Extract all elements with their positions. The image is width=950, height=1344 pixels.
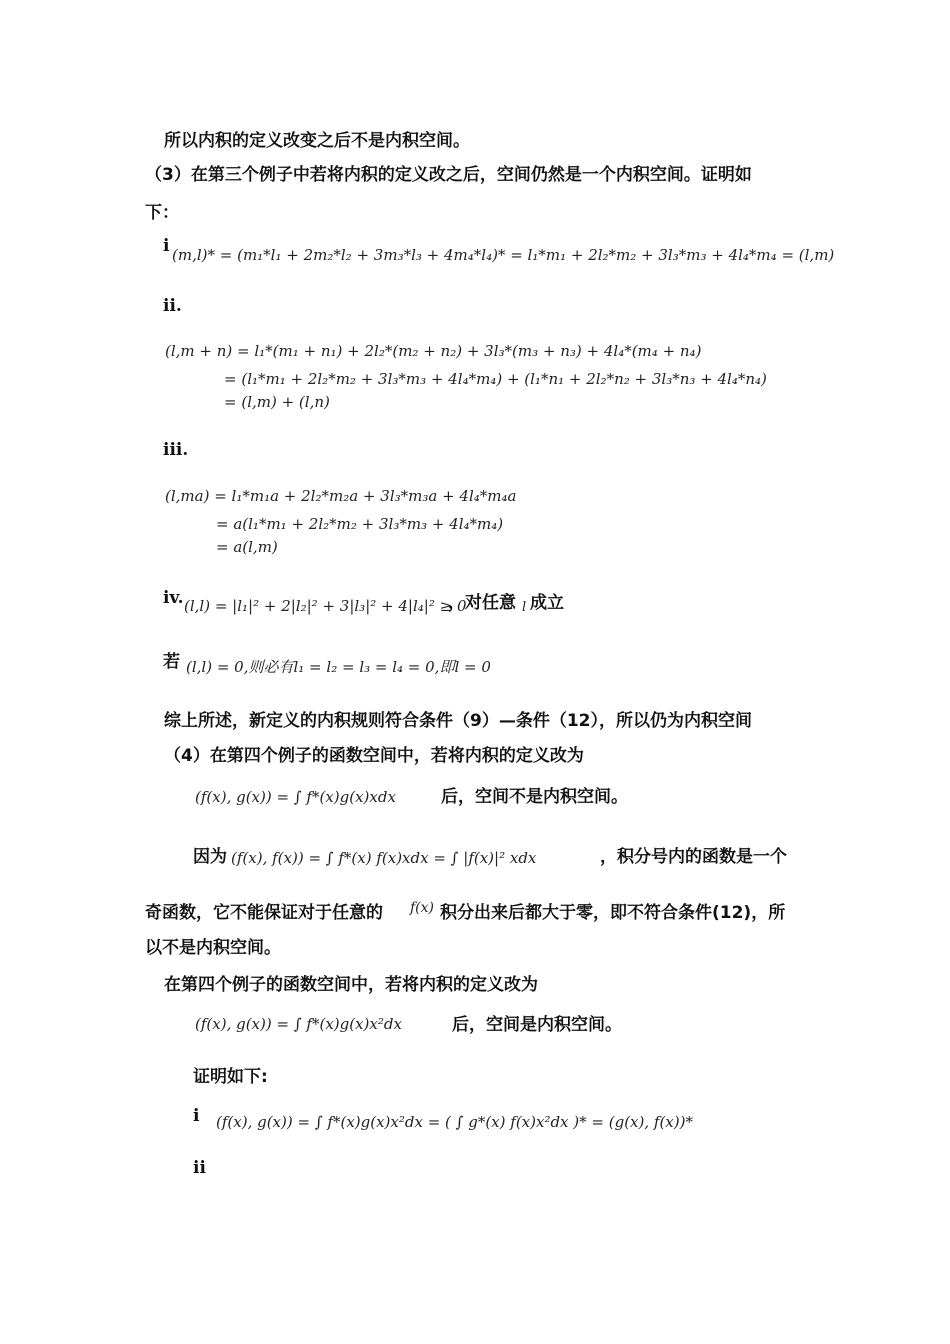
- equation-fx: f(x): [410, 900, 435, 916]
- text-line: 证明如下:: [193, 1067, 268, 1087]
- text-line: 下：: [145, 203, 179, 223]
- equation-inner-product-x2: (f(x), g(x)) = ∫ f*(x)g(x)x²dx: [195, 1015, 402, 1033]
- proof-label-ii: ii.: [163, 296, 182, 316]
- equation-positivity: (l,l) = |l₁|² + 2|l₂|² + 3|l₃|² + 4|l₄|² ≥ 0: [184, 597, 467, 615]
- text-line: （3）在第三个例子中若将内积的定义改之后，空间仍然是一个内积空间。证明如: [145, 165, 752, 185]
- proof-label-iv: iv.: [163, 588, 184, 608]
- text-fragment: 因为: [193, 847, 227, 867]
- text-fragment: 积分出来后都大于零，即不符合条件(12)，所: [440, 903, 786, 923]
- equation-variable: l: [522, 600, 527, 615]
- text-fragment: 成立: [530, 593, 564, 613]
- equation-homogeneity-3: = a(l,m): [216, 538, 278, 556]
- proof-label-iii: iii.: [163, 440, 189, 460]
- proof-label-ii-2: ii: [193, 1158, 206, 1178]
- text-fragment: ，对任意: [448, 593, 516, 613]
- text-line: 所以内积的定义改变之后不是内积空间。: [164, 131, 470, 151]
- equation-homogeneity-2: = a(l₁*m₁ + 2l₂*m₂ + 3l₃*m₃ + 4l₄*m₄): [216, 515, 504, 533]
- proof-label-i: i: [163, 236, 170, 256]
- equation-inner-product-x: (f(x), g(x)) = ∫ f*(x)g(x)xdx: [195, 788, 396, 806]
- equation-zero-condition: (l,l) = 0,则必有l₁ = l₂ = l₃ = l₄ = 0,即l = 0: [186, 658, 491, 676]
- text-line: 在第四个例子的函数空间中，若将内积的定义改为: [164, 975, 538, 995]
- text-line: 综上所述，新定义的内积规则符合条件（9）—条件（12），所以仍为内积空间: [164, 711, 752, 731]
- text-fragment: 若: [163, 652, 180, 672]
- equation-additivity-2: = (l₁*m₁ + 2l₂*m₂ + 3l₃*m₃ + 4l₄*m₄) + (l₁*n₁ + 2l₂*n₂ + 3l₃*n₃ + 4l₄*n₄): [224, 370, 767, 388]
- equation-homogeneity-1: (l,ma) = l₁*m₁a + 2l₂*m₂a + 3l₃*m₃a + 4l₄*m₄a: [165, 487, 517, 505]
- text-fragment: 奇函数，它不能保证对于任意的: [145, 903, 383, 923]
- equation-hermitian-2: (f(x), g(x)) = ∫ f*(x)g(x)x²dx = ( ∫ g*(x) f(x)x²dx )* = (g(x), f(x))*: [216, 1113, 693, 1131]
- proof-label-i-2: i: [193, 1106, 200, 1126]
- text-line: （4）在第四个例子的函数空间中，若将内积的定义改为: [164, 746, 584, 766]
- equation-additivity-1: (l,m + n) = l₁*(m₁ + n₁) + 2l₂*(m₂ + n₂) + 3l₃*(m₃ + n₃) + 4l₄*(m₄ + n₄): [165, 342, 702, 360]
- text-fragment: 后，空间是内积空间。: [452, 1015, 622, 1035]
- equation-additivity-3: = (l,m) + (l,n): [224, 393, 330, 411]
- text-fragment: ，积分号内的函数是一个: [600, 847, 787, 867]
- text-fragment: 后，空间不是内积空间。: [441, 787, 628, 807]
- text-line: 以不是内积空间。: [145, 938, 281, 958]
- equation-hermitian: (m,l)* = (m₁*l₁ + 2m₂*l₂ + 3m₃*l₃ + 4m₄*l₄)* = l₁*m₁ + 2l₂*m₂ + 3l₃*m₃ + 4l₄*m₄ = (l,m): [172, 246, 835, 264]
- equation-odd-function: (f(x), f(x)) = ∫ f*(x) f(x)xdx = ∫ |f(x)|² xdx: [231, 849, 537, 867]
